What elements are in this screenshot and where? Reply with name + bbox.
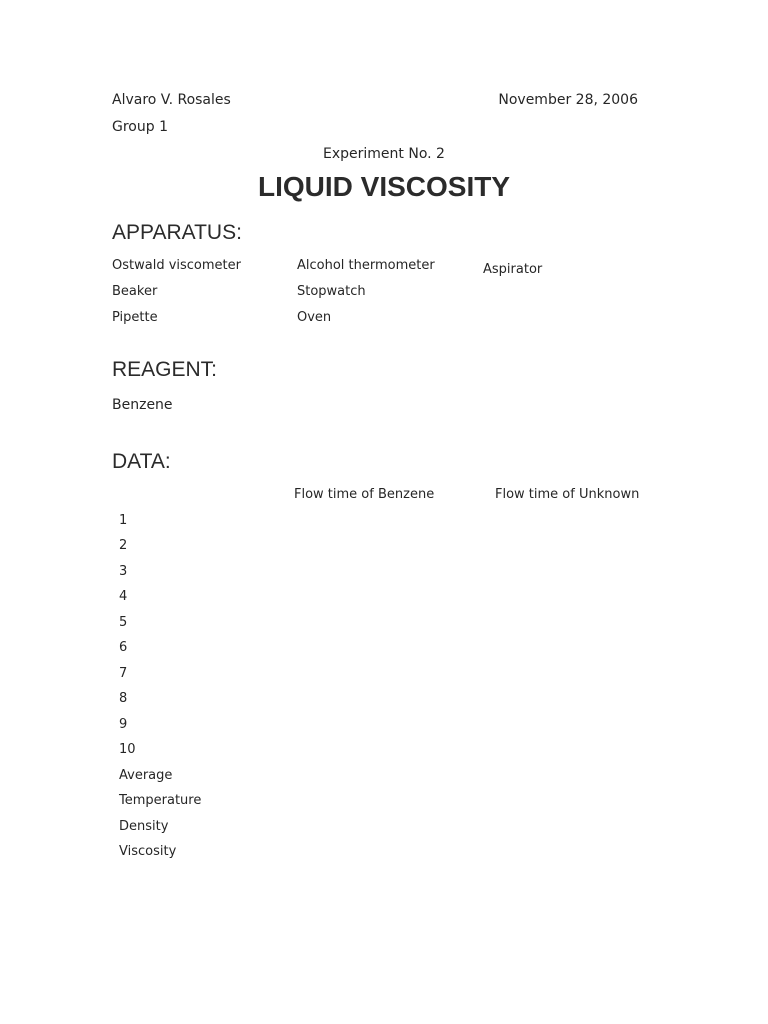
- apparatus-item: Beaker: [112, 284, 158, 299]
- data-row-label: 8: [119, 691, 128, 706]
- column-header: Flow time of Benzene: [294, 487, 435, 502]
- data-row-label: Viscosity: [119, 844, 177, 859]
- apparatus-item: Stopwatch: [297, 284, 366, 299]
- apparatus-item: Alcohol thermometer: [297, 258, 435, 273]
- apparatus-item: Pipette: [112, 310, 158, 325]
- experiment-number: Experiment No. 2: [323, 146, 445, 162]
- column-header: Flow time of Unknown: [495, 487, 640, 502]
- data-row-label: 3: [119, 564, 128, 579]
- reagent-heading: REAGENT:: [112, 358, 218, 381]
- data-row-label: Temperature: [119, 793, 202, 808]
- apparatus-item: Aspirator: [483, 262, 543, 277]
- data-heading: DATA:: [112, 450, 171, 473]
- apparatus-item: Oven: [297, 310, 332, 325]
- data-row-label: Density: [119, 819, 169, 834]
- reagent-item: Benzene: [112, 397, 173, 413]
- data-row-label: 5: [119, 615, 128, 630]
- document-title: LIQUID VISCOSITY: [257, 171, 511, 202]
- data-row-label: 4: [119, 589, 128, 604]
- data-row-label: 2: [119, 538, 128, 553]
- data-row-label: 6: [119, 640, 128, 655]
- data-row-label: Average: [119, 768, 173, 783]
- apparatus-heading: APPARATUS:: [112, 221, 242, 244]
- group-label: Group 1: [112, 119, 168, 135]
- data-row-label: 10: [119, 742, 136, 757]
- data-row-label: 9: [119, 717, 128, 732]
- data-row-label: 7: [119, 666, 128, 681]
- author-name: Alvaro V. Rosales: [112, 92, 231, 108]
- report-date: November 28, 2006: [498, 92, 638, 108]
- data-row-label: 1: [119, 513, 128, 528]
- apparatus-item: Ostwald viscometer: [112, 258, 241, 273]
